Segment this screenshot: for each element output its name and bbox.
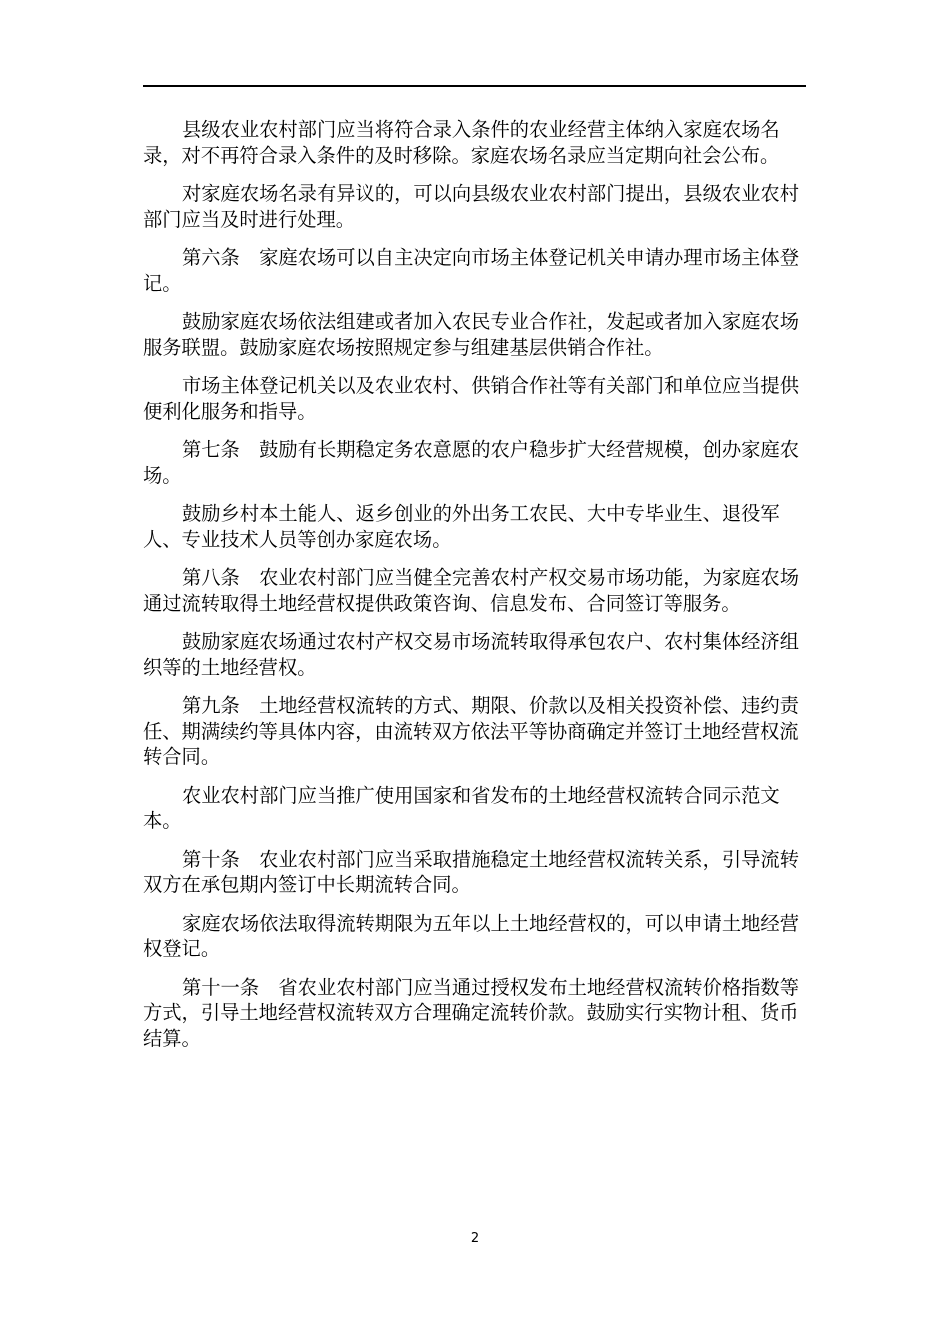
page-number: 2 <box>470 1231 480 1246</box>
paragraph: 鼓励家庭农场通过农村产权交易市场流转取得承包农户、农村集体经济组织等的土地经营权。 <box>143 630 799 679</box>
paragraph: 市场主体登记机关以及农业农村、供销合作社等有关部门和单位应当提供便利化服务和指导。 <box>143 374 799 423</box>
paragraph: 家庭农场依法取得流转期限为五年以上土地经营权的，可以申请土地经营权登记。 <box>143 911 799 960</box>
paragraph: 鼓励乡村本土能人、返乡创业的外出务工农民、大中专毕业生、退役军人、专业技术人员等创办家庭农场。 <box>143 502 780 551</box>
header-rule <box>143 85 806 87</box>
article-10-paragraph: 第十条 农业农村部门应当采取措施稳定土地经营权流转关系，引导流转双方在承包期内签订中长期流转合同。 <box>143 847 799 896</box>
paragraph: 县级农业农村部门应当将符合录入条件的农业经营主体纳入家庭农场名录，对不再符合录入条件的及时移除。家庭农场名录应当定期向社会公布。 <box>143 118 780 167</box>
paragraph: 鼓励家庭农场依法组建或者加入农民专业合作社，发起或者加入家庭农场服务联盟。鼓励家庭农场按照规定参与组建基层供销合作社。 <box>143 310 799 359</box>
paragraph: 对家庭农场名录有异议的，可以向县级农业农村部门提出，县级农业农村部门应当及时进行处理。 <box>143 182 799 231</box>
article-9-paragraph: 第九条 土地经营权流转的方式、期限、价款以及相关投资补偿、违约责任、期满续约等具体内容，由流转双方依法平等协商确定并签订土地经营权流转合同。 <box>143 694 799 768</box>
paragraph: 农业农村部门应当推广使用国家和省发布的土地经营权流转合同示范文本。 <box>143 783 780 832</box>
article-6-paragraph: 第六条 家庭农场可以自主决定向市场主体登记机关申请办理市场主体登记。 <box>143 246 799 295</box>
article-11-paragraph: 第十一条 省农业农村部门应当通过授权发布土地经营权流转价格指数等方式，引导土地经营权流转双方合理确定流转价款。鼓励实行实物计租、货币结算。 <box>143 975 799 1050</box>
document-body <box>143 117 806 1064</box>
article-8-paragraph: 第八条 农业农村部门应当健全完善农村产权交易市场功能，为家庭农场通过流转取得土地经营权提供政策咨询、信息发布、合同签订等服务。 <box>143 566 799 615</box>
article-7-paragraph: 第七条 鼓励有长期稳定务农意愿的农户稳步扩大经营规模，创办家庭农场。 <box>143 438 799 487</box>
